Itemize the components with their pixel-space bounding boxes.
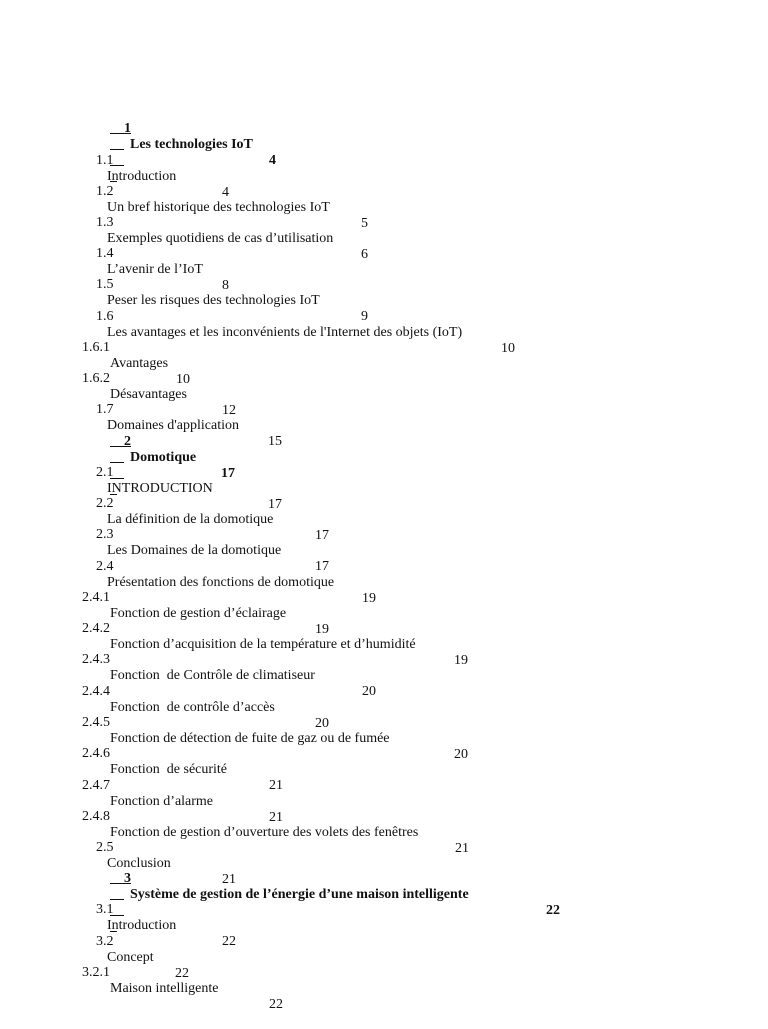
- toc-page: 20: [315, 716, 329, 731]
- toc-title: Un bref historique des technologies IoT: [107, 200, 330, 215]
- toc-page: 22: [175, 966, 189, 981]
- toc-number: 1.5: [96, 277, 114, 292]
- toc-number: 3.2: [96, 934, 114, 949]
- toc-title: L’avenir de l’IoT: [107, 262, 203, 277]
- toc-page: 4: [222, 185, 229, 200]
- toc-number: 2.5: [96, 840, 114, 855]
- toc-number: 2.4.8: [82, 809, 110, 824]
- toc-title: La définition de la domotique: [107, 512, 274, 527]
- toc-title: Désavantages: [110, 387, 187, 402]
- toc-title: Avantages: [110, 356, 169, 371]
- toc-number: 1.6: [96, 309, 114, 324]
- toc-page: 22: [546, 903, 560, 918]
- toc-title: Fonction d’acquisition de la température et d’humidité: [110, 637, 416, 652]
- toc-number: 3.1: [96, 902, 114, 917]
- toc-title: Domotique: [130, 450, 197, 465]
- toc-page: 21: [269, 810, 283, 825]
- toc-number: 2.4.1: [82, 590, 110, 605]
- toc-number: 2.4.2: [82, 621, 110, 636]
- toc-page: 4: [269, 153, 276, 168]
- toc-page: 19: [362, 591, 376, 606]
- toc-number: 2.4.5: [82, 715, 110, 730]
- toc-number: 2.1: [96, 465, 114, 480]
- toc-page: 6: [361, 247, 368, 262]
- toc-title: Présentation des fonctions de domotique: [107, 575, 335, 590]
- toc-page: 20: [362, 684, 376, 699]
- toc-title: Fonction de contrôle d’accès: [110, 700, 275, 715]
- toc-page: 17: [268, 497, 282, 512]
- toc-number: 1.7: [96, 402, 114, 417]
- toc-title: Domaines d'application: [107, 418, 239, 433]
- toc-page: 21: [269, 778, 283, 793]
- toc-page: 9: [361, 309, 368, 324]
- toc-title: INTRODUCTION: [107, 481, 213, 496]
- toc-title: Conclusion: [107, 856, 171, 871]
- toc-number: 2.4.4: [82, 684, 110, 699]
- toc-page: 17: [315, 528, 329, 543]
- toc-title: Maison intelligente: [110, 981, 219, 996]
- toc-title: Les avantages et les inconvénients de l'Internet des objets (IoT): [107, 325, 463, 340]
- toc-page: 19: [315, 622, 329, 637]
- toc-page: 17: [315, 559, 329, 574]
- toc-page: 15: [268, 434, 282, 449]
- toc-number: 2.3: [96, 527, 114, 542]
- toc-page: 12: [222, 403, 236, 418]
- toc-page: 22: [269, 997, 283, 1012]
- toc-title: Fonction de Contrôle de climatiseur: [110, 668, 315, 683]
- toc-number: 1.2: [96, 184, 114, 199]
- toc-number: 2.4.6: [82, 746, 110, 761]
- toc-page: 19: [454, 653, 468, 668]
- toc-title: Fonction de gestion d’éclairage: [110, 606, 287, 621]
- toc-number: 1.6.2: [82, 371, 110, 386]
- toc-title: Introduction: [107, 918, 177, 933]
- toc-title: Fonction de sécurité: [110, 762, 228, 777]
- toc-title: Les Domaines de la domotique: [107, 543, 282, 558]
- toc-page: 10: [501, 341, 515, 356]
- toc-title: Peser les risques des technologies IoT: [107, 293, 320, 308]
- toc-title: Fonction de gestion d’ouverture des volets des fenêtres: [110, 825, 419, 840]
- toc-page: 5: [361, 216, 368, 231]
- toc-number: 1.6.1: [82, 340, 110, 355]
- toc-number: 1: [124, 121, 131, 136]
- toc-page: 8: [222, 278, 229, 293]
- toc-number: 3: [124, 871, 131, 886]
- toc-number: 3.2.1: [82, 965, 110, 980]
- toc-title: Introduction: [107, 169, 177, 184]
- toc-title: Fonction de détection de fuite de gaz ou de fumée: [110, 731, 390, 746]
- toc-number: 2.2: [96, 496, 114, 511]
- toc-page: 20: [454, 747, 468, 762]
- toc-number: 2.4: [96, 559, 114, 574]
- toc-number: 1.1: [96, 153, 114, 168]
- toc-title: Concept: [107, 950, 154, 965]
- toc-number: 1.4: [96, 246, 114, 261]
- toc-title: Les technologies IoT: [130, 137, 253, 152]
- toc-page: 22: [222, 934, 236, 949]
- toc-page: 10: [176, 372, 190, 387]
- toc-page: 21: [222, 872, 236, 887]
- toc-number: 2.4.3: [82, 652, 110, 667]
- toc-page: 21: [455, 841, 469, 856]
- toc-number: 2: [124, 434, 131, 449]
- toc-title: Fonction d’alarme: [110, 794, 214, 809]
- toc-title: Exemples quotidiens de cas d’utilisation: [107, 231, 334, 246]
- toc-page: 17: [221, 466, 235, 481]
- toc-title: Système de gestion de l’énergie d’une maison intelligente: [130, 887, 469, 902]
- toc-number: 1.3: [96, 215, 114, 230]
- toc-number: 2.4.7: [82, 778, 110, 793]
